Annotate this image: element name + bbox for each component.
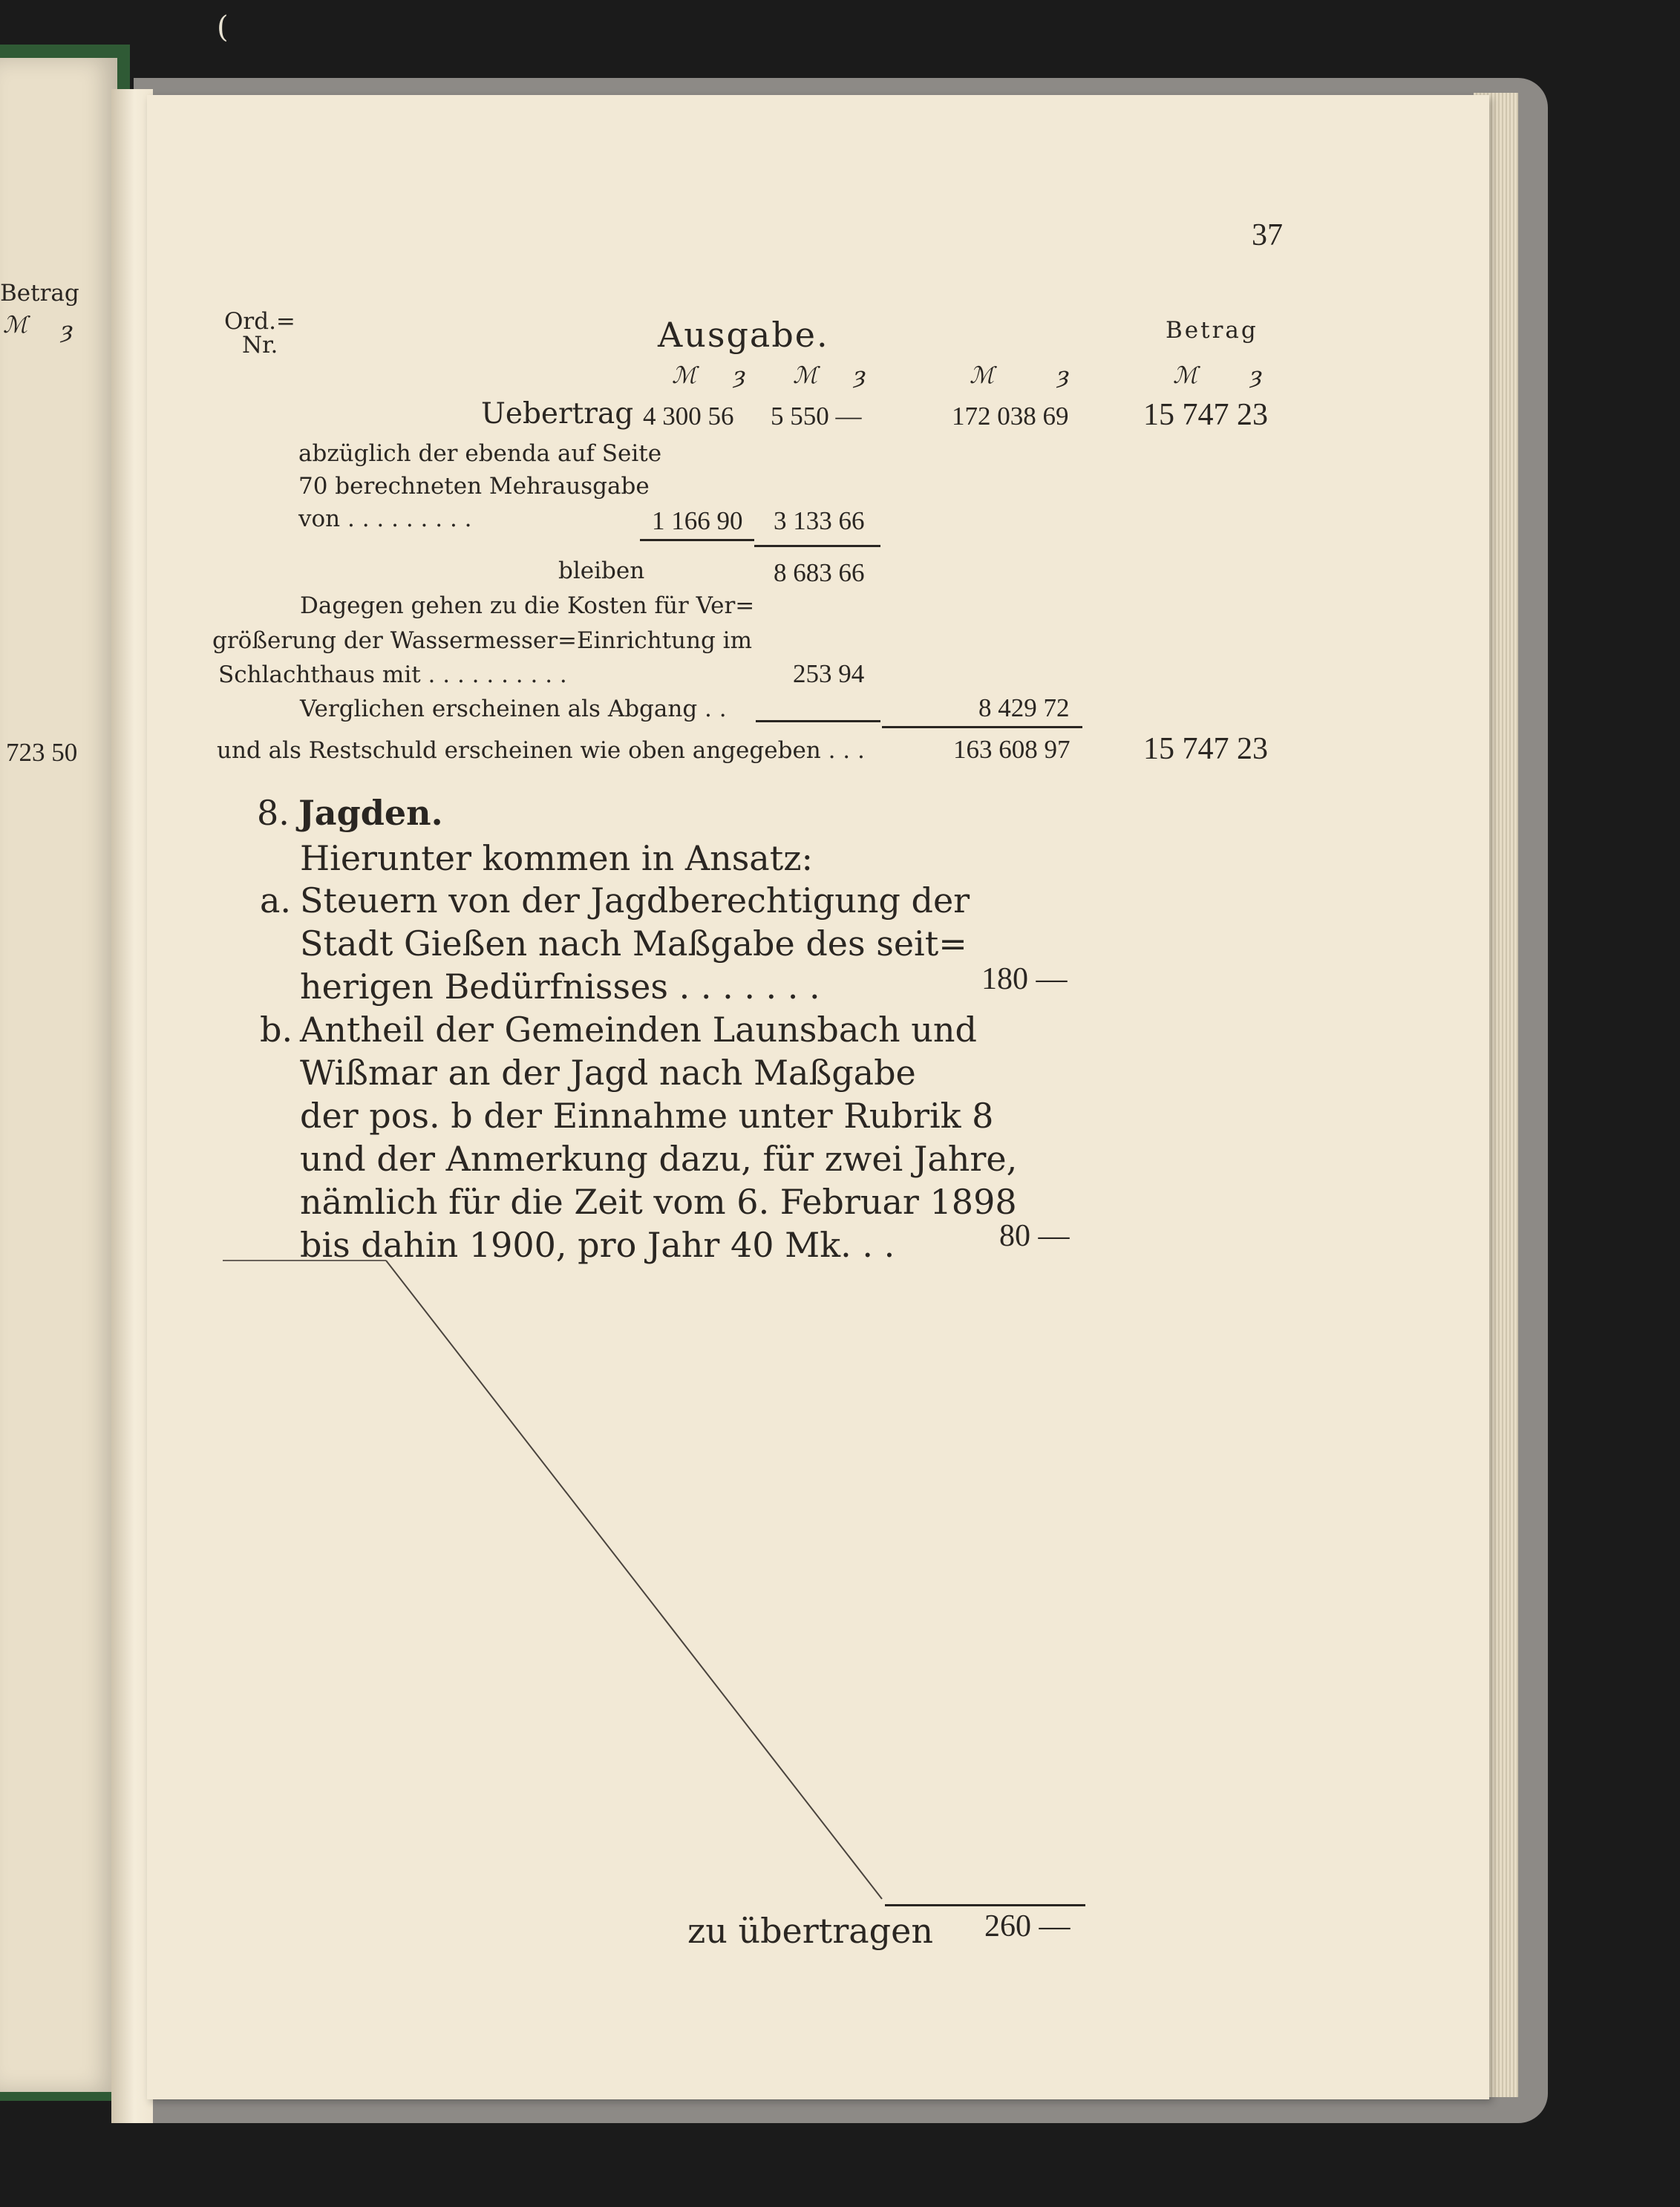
uebertrag-label: Uebertrag <box>481 397 634 431</box>
uebertrag-col2: 5 550 — <box>771 402 862 431</box>
col3-pf-header: ȝ <box>1057 362 1070 389</box>
item-b-line-5: nämlich für die Zeit vom 6. Februar 1898 <box>300 1182 1017 1222</box>
item-a-marker: a. <box>260 880 292 921</box>
left-pfennig-symbol: ȝ <box>61 317 73 344</box>
item-b-line-3: der pos. b der Einnahme unter Rubrik 8 <box>300 1096 994 1136</box>
col2-mark-header: ℳ <box>793 362 818 389</box>
ord-label: Ord.= <box>224 308 295 335</box>
section-intro: Hierunter kommen in Ansatz: <box>300 838 813 878</box>
betrag-header: Betrag <box>1166 317 1258 344</box>
abgang-label: Verglichen erscheinen als Abgang . . <box>300 696 727 722</box>
rest-col3: 163 608 97 <box>953 735 1071 764</box>
dagegen-line-1: Dagegen gehen zu die Kosten für Ver= <box>300 592 755 619</box>
bleiben-label: bleiben <box>558 558 645 584</box>
col3-mark-header: ℳ <box>970 362 995 389</box>
item-b-line-1: Antheil der Gemeinden Launsbach und <box>300 1010 977 1050</box>
item-a-amount: 180 — <box>981 962 1068 996</box>
left-page <box>0 58 117 2092</box>
item-b-line-4: und der Anmerkung dazu, für zwei Jahre, <box>300 1139 1018 1179</box>
item-b-line-6: bis dahin 1900, pro Jahr 40 Mk. . . <box>300 1225 895 1265</box>
item-b-line-2: Wißmar an der Jagd nach Maßgabe <box>300 1053 916 1093</box>
uebertrag-col4: 15 747 23 <box>1143 398 1268 432</box>
abzug-col2: 3 133 66 <box>774 506 865 535</box>
abgang-col3: 8 429 72 <box>978 693 1070 722</box>
filler-diagonal <box>147 95 1489 2099</box>
uebertrag-col1: 4 300 56 <box>643 402 734 431</box>
rest-label: und als Restschuld erscheinen wie oben angegeben . . . <box>217 737 865 764</box>
bleiben-col2: 8 683 66 <box>774 558 865 587</box>
item-a-line-2: Stadt Gießen nach Maßgabe des seit= <box>300 923 967 964</box>
col4-pf-header: ȝ <box>1250 362 1263 389</box>
dagegen-col2: 253 94 <box>793 659 865 688</box>
col4-mark-header: ℳ <box>1173 362 1198 389</box>
right-page <box>147 95 1489 2099</box>
dagegen-line-3: Schlachthaus mit . . . . . . . . . . <box>218 661 567 688</box>
item-b-amount: 80 — <box>999 1219 1070 1253</box>
col2-pf-header: ȝ <box>854 362 866 389</box>
col1-pf-header: ȝ <box>733 362 746 389</box>
page-title: Ausgabe. <box>658 315 829 355</box>
carry-forward-label: zu übertragen <box>687 1911 933 1951</box>
abzug-line-2: 70 berechneten Mehrausgabe <box>298 473 650 500</box>
section-number: 8. <box>257 793 290 833</box>
left-amount: 723 50 <box>6 738 78 767</box>
item-a-line-1: Steuern von der Jagdberechtigung der <box>300 880 970 921</box>
item-b-marker: b. <box>260 1010 293 1050</box>
abzug-col1: 1 166 90 <box>652 506 743 535</box>
uebertrag-col3: 172 038 69 <box>952 402 1069 431</box>
section-title: Jagden. <box>298 793 443 833</box>
item-a-line-3: herigen Bedürfnisses . . . . . . . <box>300 967 820 1007</box>
col1-mark-header: ℳ <box>672 362 697 389</box>
carry-forward-amount: 260 — <box>984 1909 1071 1943</box>
left-betrag-label: Betrag <box>0 280 79 307</box>
nr-label: Nr. <box>242 332 278 359</box>
left-mark-symbol: ℳ <box>3 312 28 339</box>
edge-mark: ( <box>217 10 229 45</box>
rule-footer <box>885 1904 1085 1906</box>
rest-col4: 15 747 23 <box>1143 732 1268 766</box>
page-number: 37 <box>1252 218 1283 252</box>
abzug-line-1: abzüglich der ebenda auf Seite <box>298 440 662 467</box>
abzug-line-3: von . . . . . . . . . <box>298 506 472 532</box>
dagegen-line-2: größerung der Wassermesser=Einrichtung im <box>212 627 752 654</box>
